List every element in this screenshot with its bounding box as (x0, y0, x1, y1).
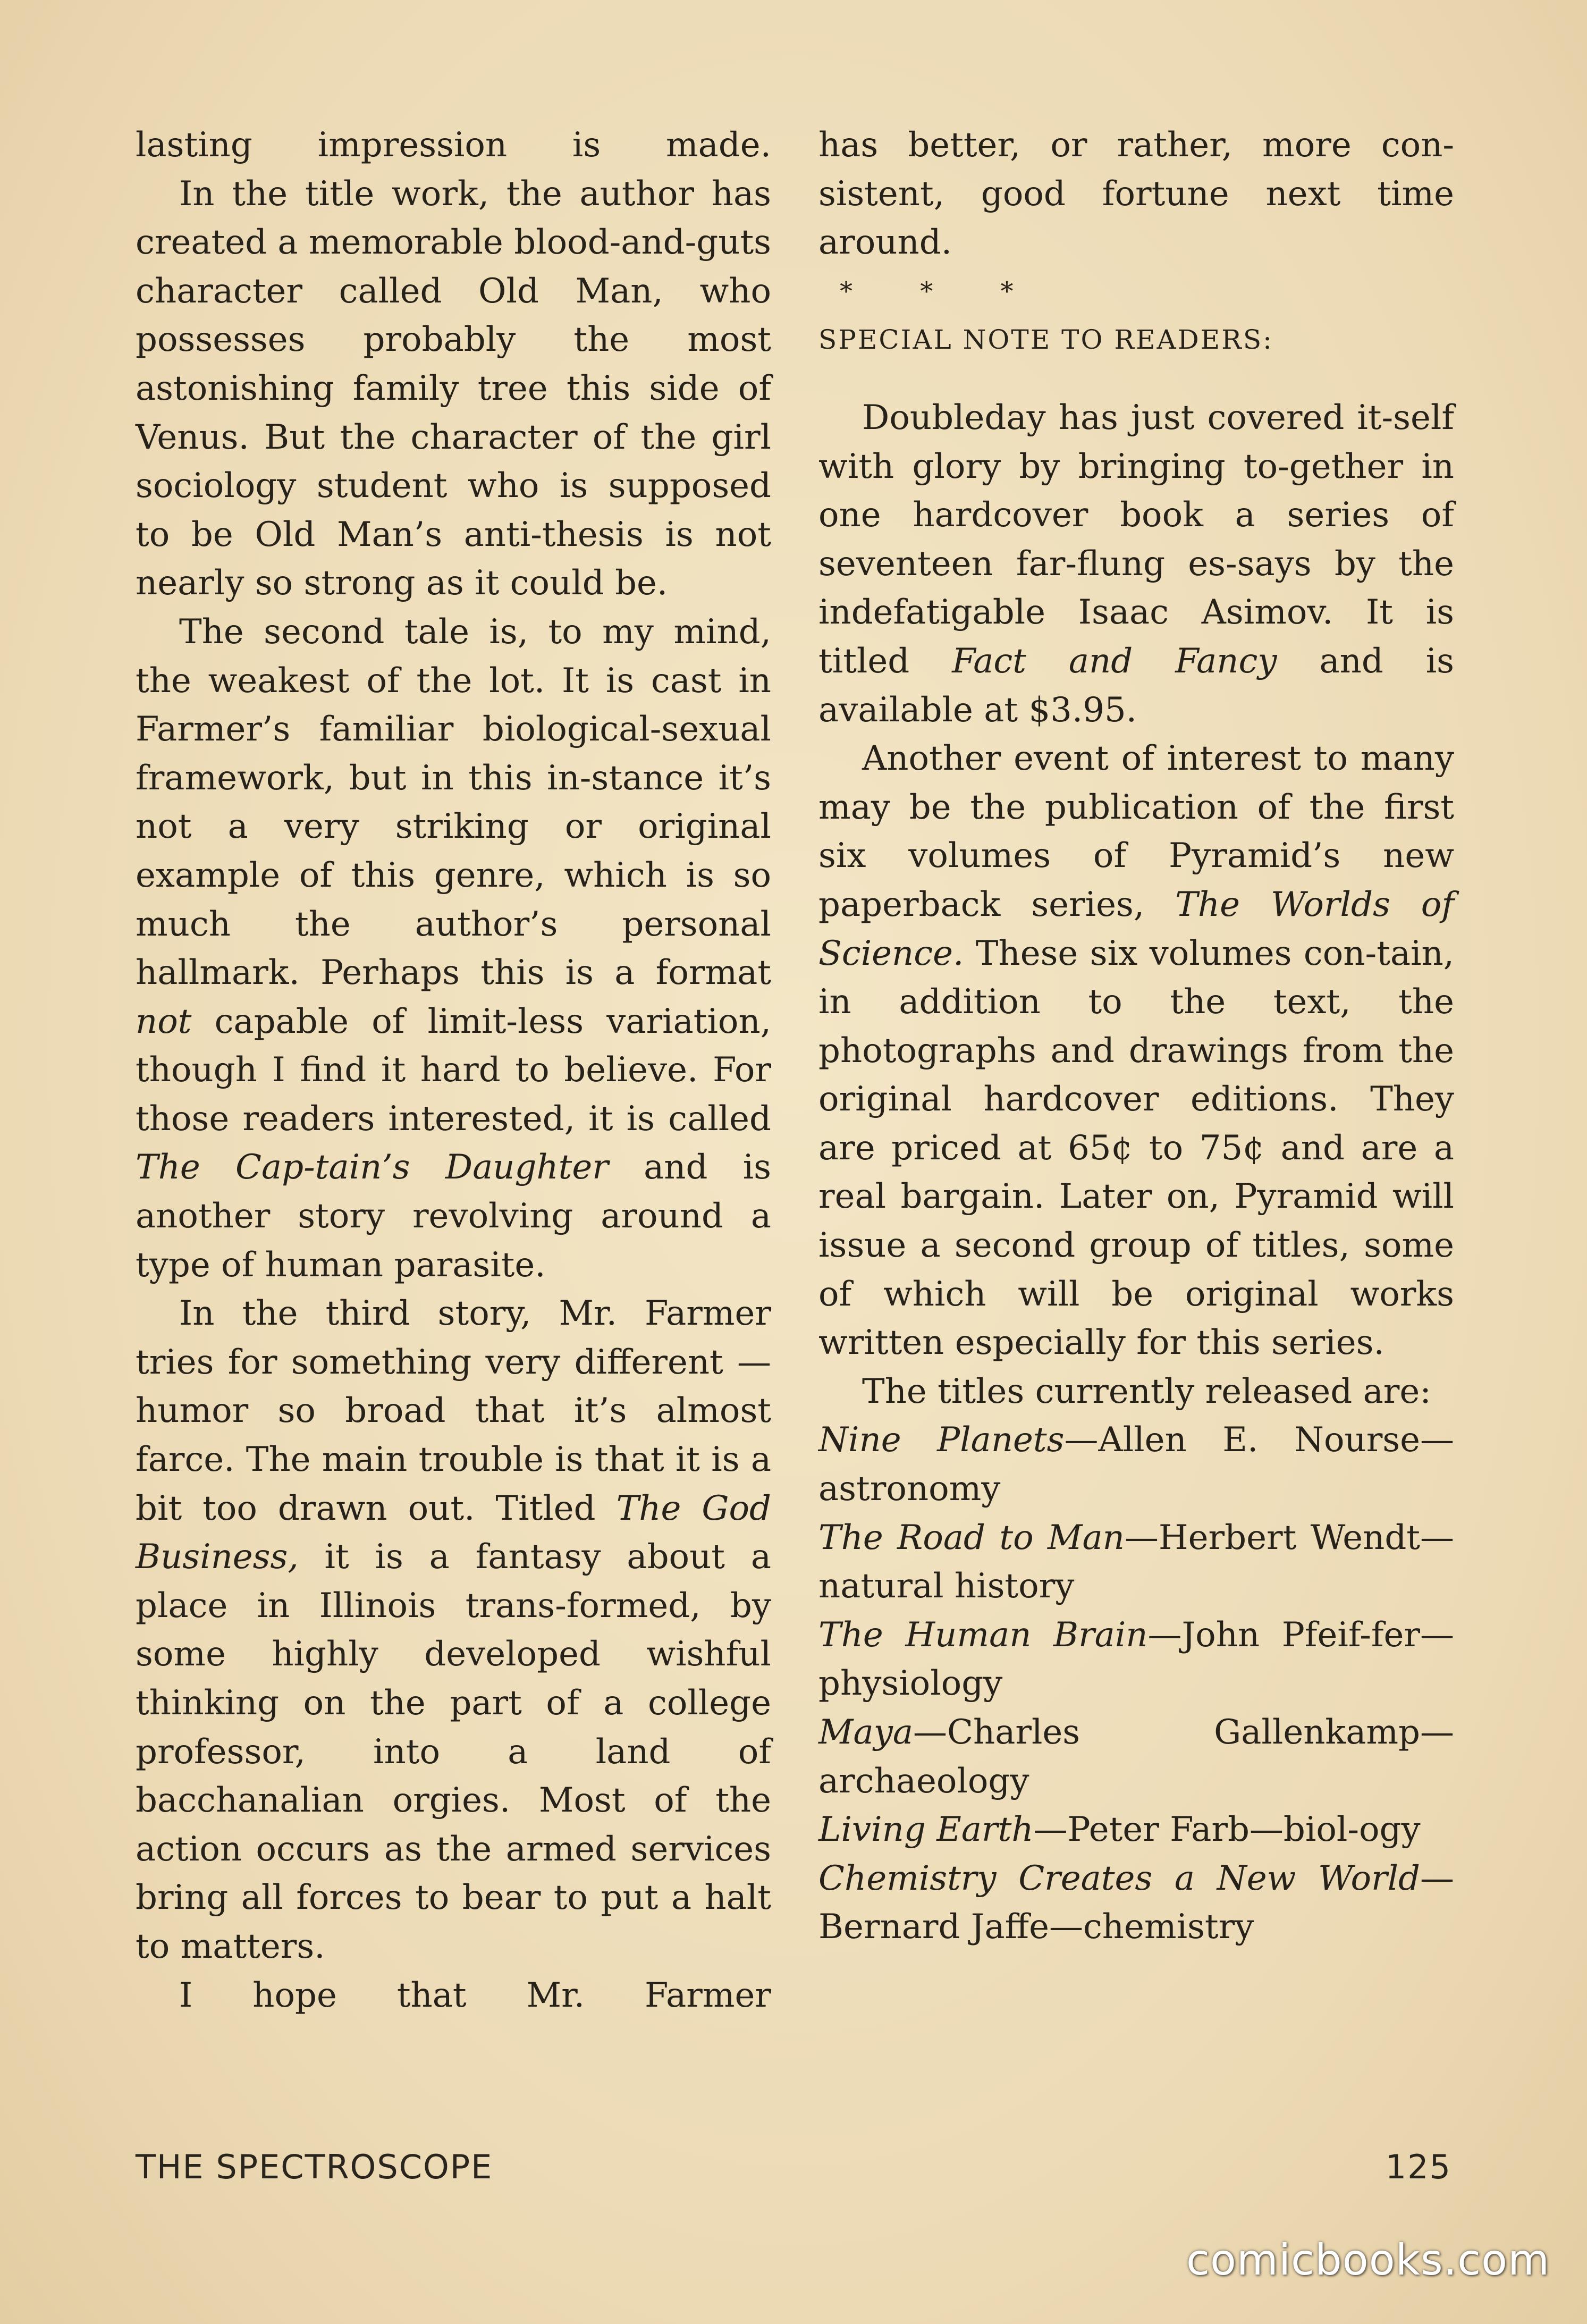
watermark: comicbooks.com (1186, 2235, 1550, 2285)
paragraph: In the third story, Mr. Farmer tries for something very different —humor so broad that it’s almost farce. The main trouble is that it is a bit too drawn out. Titled The God Business, it is a fantasy about a place in Illinois trans-formed, by some highly developed wishful thinking on the part of a college professor, into a land of bacchanalian orgies. Most of the action occurs as the armed services bring all forces to bear to put a halt to matters. (136, 1294, 772, 1966)
paragraph: The second tale is, to my mind, the weakest of the lot. It is cast in Farmer’s familiar biological-sexual framework, but in this in-stance it’s not a very striking or original example of this genre, which is so much the author’s personal hallmark. Perhaps this is a format not capable of limit-less variation, though I find it hard to believe. For those readers interested, it is called The Cap-tain’s Daughter and is another story revolving around a type of human parasite. (136, 612, 771, 1285)
paragraph: has better, or rather, more con-sistent, good fortune next time around. (818, 125, 1454, 263)
section-separator: * * * (840, 276, 1043, 306)
title-list (818, 1416, 1454, 1952)
list-item: The Road to Man—Herbert Wendt—natural history (818, 1518, 1454, 1606)
book-title: Fact and Fancy (952, 641, 1277, 681)
list-item: Chemistry Creates a New World—Bernard Jaffe—chemistry (818, 1858, 1454, 1947)
page-number: 125 (1385, 2148, 1451, 2186)
paragraph: In the title work, the author has created a memorable blood-and-guts character called Old Man, who possesses probably the most astonishing family tree this side of Venus. But the character of the girl sociology student who is supposed to be Old Man’s anti-thesis is not nearly so strong as it could be. (136, 174, 771, 603)
book-title: The God Business, (136, 1488, 772, 1577)
list-item: Living Earth—Peter Farb—biol-ogy (818, 1810, 1421, 1850)
paragraph: Another event of interest to many may be the publication of the first six volumes of Pyramid’s new paperback series, The Worlds of Science. These six volumes con-tain, in addition to the text, the photographs and drawings from the original hardcover editions. They are priced at 65¢ to 75¢ and are a real bargain. Later on, Pyramid will issue a second group of titles, some of which will be original works written especially for this series. (818, 739, 1454, 1363)
list-item: Maya—Charles Gallenkamp—archaeology (818, 1713, 1454, 1801)
emphasis: not (136, 1001, 192, 1041)
paragraph: The titles currently released are: (862, 1371, 1431, 1411)
left-column (136, 121, 771, 2020)
paragraph: lasting impression is made. (136, 125, 771, 165)
paragraph: Doubleday has just covered it-self with glory by bringing to-gether in one hardcover book a series of seventeen far-flung es-says by the indefatigable Isaac Asimov. It is titled Fact and Fancy and is available at $3.95. (818, 398, 1455, 730)
right-column (818, 121, 1454, 1952)
paragraph: I hope that Mr. Farmer (179, 1975, 771, 2015)
section-heading: SPECIAL NOTE TO READERS: (818, 324, 1273, 356)
book-title: The Worlds of Science. (818, 885, 1454, 973)
list-item: Nine Planets—Allen E. Nourse—astronomy (818, 1420, 1455, 1509)
running-head: THE SPECTROSCOPE (136, 2148, 493, 2186)
book-title: The Cap-tain’s Daughter (136, 1148, 609, 1188)
list-item: The Human Brain—John Pfeif-fer—physiology (818, 1615, 1455, 1704)
